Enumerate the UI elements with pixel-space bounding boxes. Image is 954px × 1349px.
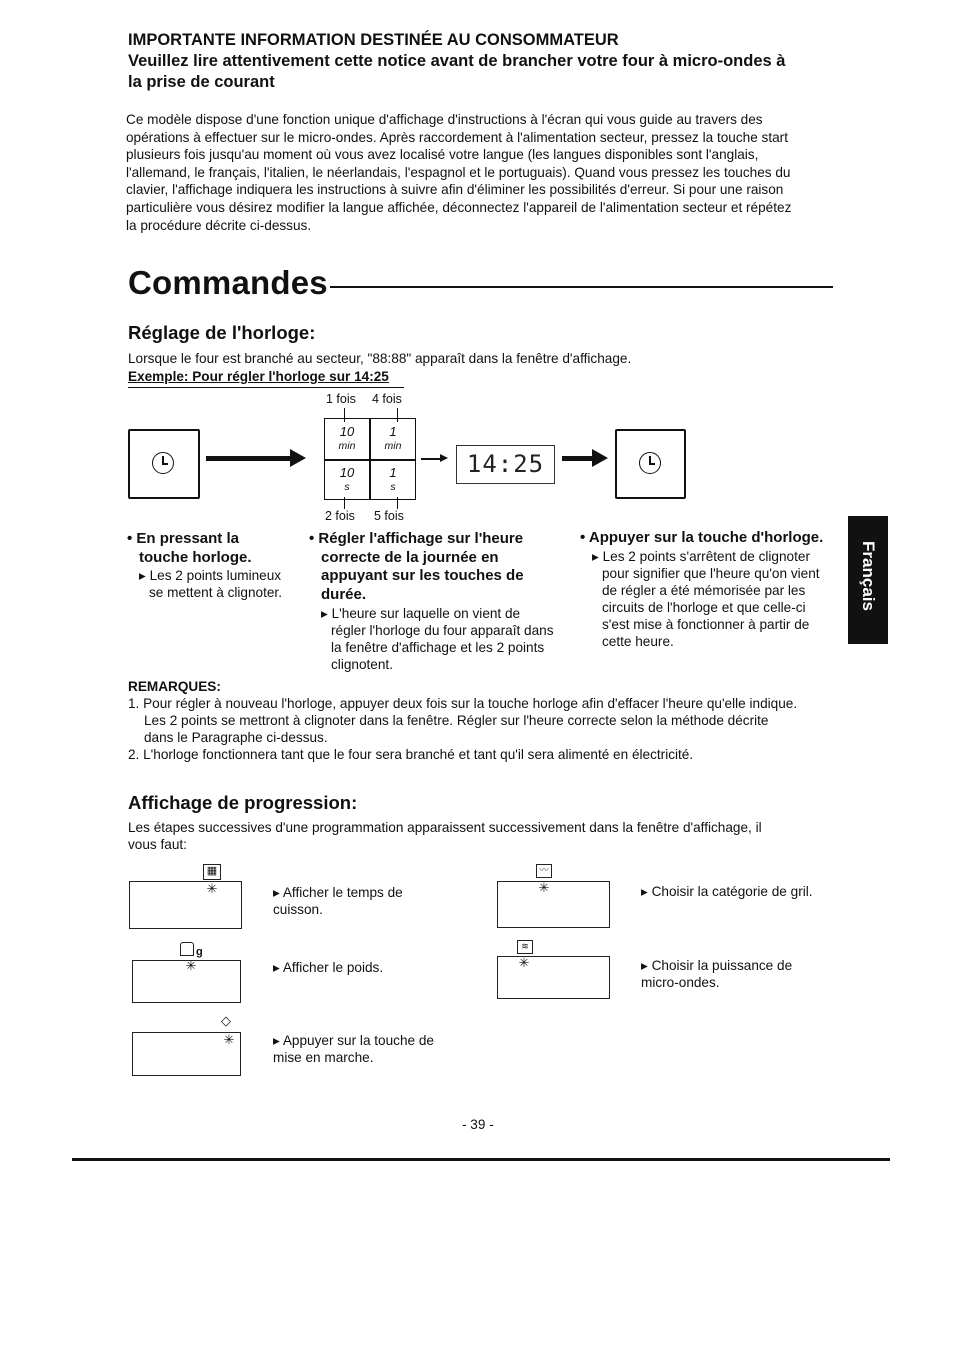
key-1-min[interactable]: 1 bbox=[389, 424, 397, 439]
remarks-title: REMARQUES: bbox=[128, 679, 221, 694]
step-2 bbox=[309, 530, 557, 673]
arrow-shaft bbox=[206, 456, 292, 461]
label-5-fois: 5 fois bbox=[374, 509, 404, 523]
section-title: Commandes bbox=[128, 264, 328, 301]
tick-line bbox=[344, 497, 345, 509]
example-underline bbox=[128, 387, 404, 388]
small-arrow-shaft bbox=[421, 458, 441, 460]
step-1 bbox=[127, 530, 292, 601]
blink-indicator-icon: ✳ bbox=[206, 881, 218, 896]
display-box bbox=[129, 881, 242, 929]
intro-line: opérations à effectuer sur le micro-ondes. Après raccordement à l'alimentation secteur, pressez la touche start bbox=[126, 129, 788, 145]
remark-line: 1. Pour régler à nouveau l'horloge, appuyer deux fois sur la touche horloge afin d'effacer l'heure qu'elle indique. bbox=[128, 696, 798, 711]
arrow-icon bbox=[592, 449, 608, 467]
label-4-fois: 4 fois bbox=[372, 392, 402, 406]
progress-heading: Affichage de progression: bbox=[128, 792, 358, 813]
intro-line: la procédure décrite ci-dessus. bbox=[126, 217, 312, 233]
title-rule bbox=[330, 286, 833, 288]
grill-icon: 〰 bbox=[536, 864, 552, 878]
language-tab-label: Français bbox=[859, 541, 878, 611]
key-10-s[interactable]: 10 bbox=[339, 465, 355, 480]
header-line-2: Veuillez lire attentivement cette notice avant de brancher votre four à micro-ondes à bbox=[128, 52, 786, 70]
blink-indicator-icon: ✳ bbox=[223, 1032, 235, 1047]
progress-item: ▸ Choisir la puissance de micro-ondes. bbox=[641, 958, 793, 990]
step-desc: ▸ Les 2 points lumineux se mettent à clignoter. bbox=[139, 568, 282, 600]
step-desc: ▸ L'heure sur laquelle on vient de régler l'horloge du four apparaît dans la fenêtre d'affichage et les 2 points clignotent. bbox=[321, 606, 554, 672]
progress-item: ▸ Appuyer sur la touche de mise en marche. bbox=[273, 1033, 434, 1065]
label-1-fois: 1 fois bbox=[326, 392, 356, 406]
language-tab bbox=[848, 516, 888, 644]
progress-text: Les étapes successives d'une programmation apparaissent successivement dans la fenêtre d'affichage, il bbox=[128, 820, 762, 835]
remark-line: dans le Paragraphe ci-dessus. bbox=[144, 730, 328, 745]
weight-icon bbox=[180, 942, 194, 956]
time-display bbox=[456, 445, 555, 484]
clock-text: Lorsque le four est branché au secteur, "88:88" apparaît dans la fenêtre d'affichage. bbox=[128, 351, 632, 366]
intro-line: plusieurs fois jusqu'au moment où vous avez localisé votre langue (les langues disponibles sont l'anglais, bbox=[126, 147, 759, 163]
progress-item: ▸ Choisir la catégorie de gril. bbox=[641, 884, 813, 899]
header-line-1: IMPORTANTE INFORMATION DESTINÉE AU CONSOMMATEUR bbox=[128, 31, 619, 49]
step-title: • En pressant la touche horloge. bbox=[127, 530, 252, 566]
blink-indicator-icon: ✳ bbox=[518, 955, 530, 970]
intro-line: l'allemand, le français, l'italien, le néerlandais, l'espagnol et le portuguais). Quand vous pressez les touches du bbox=[126, 164, 791, 180]
intro-line: particulière vous désirez modifier la langue affichée, déconnectez l'appareil de l'alimentation secteur et répétez bbox=[126, 199, 792, 215]
intro-line: Ce modèle dispose d'une fonction unique d'affichage d'instructions à l'écran qui vous guide au travers des bbox=[126, 112, 763, 127]
table-divider bbox=[325, 459, 415, 461]
clock-heading: Réglage de l'horloge: bbox=[128, 322, 316, 343]
small-arrow-icon bbox=[440, 454, 448, 462]
unit-s: s bbox=[344, 481, 350, 493]
start-diamond-icon: ◇ bbox=[221, 1013, 231, 1028]
progress-item: ▸ Afficher le poids. bbox=[273, 960, 384, 975]
progress-item: ▸ Afficher le temps de cuisson. bbox=[273, 885, 403, 917]
clock-key-box bbox=[615, 429, 686, 499]
clock-example: Exemple: Pour régler l'horloge sur 14:25 bbox=[128, 369, 389, 384]
clock-icon bbox=[152, 452, 174, 474]
unit-s: s bbox=[390, 481, 396, 493]
intro-paragraph bbox=[126, 111, 846, 234]
unit-min: min bbox=[338, 440, 356, 452]
display-value: 14:25 bbox=[466, 450, 545, 478]
footer-rule bbox=[72, 1158, 890, 1161]
arrow-shaft bbox=[562, 456, 594, 461]
step-title: • Régler l'affichage sur l'heure correcte de la journée en appuyant sur les touches de durée. bbox=[309, 530, 524, 603]
step-desc: ▸ Les 2 points s'arrêtent de clignoter pour signifier que l'heure qu'on vient de régler a été mémorisée par les circuits de l'horloge et que celle-ci s'est mise à fonctionner à partir de cette heure. bbox=[592, 548, 820, 649]
key-10-min[interactable]: 10 bbox=[339, 424, 355, 439]
clock-key-box bbox=[128, 429, 200, 499]
warning-header bbox=[128, 30, 848, 93]
progress-text: vous faut: bbox=[128, 837, 187, 852]
remark-line: 2. L'horloge fonctionnera tant que le four sera branché et tant qu'il sera alimenté en électricité. bbox=[128, 747, 694, 762]
step-title: • Appuyer sur la touche d'horloge. bbox=[580, 529, 824, 546]
step-3 bbox=[580, 529, 832, 650]
page-number: - 39 - bbox=[462, 1117, 494, 1132]
intro-line: clavier, l'affichage indiquera les instructions à suivre afin d'éliminer les possibilités d'erreur. Si pour une raison bbox=[126, 182, 784, 198]
remark-line: Les 2 points se mettront à clignoter dans la fenêtre. Régler sur l'heure correcte selon la méthode décrite bbox=[144, 713, 769, 728]
duration-keys-table bbox=[324, 418, 416, 500]
header-line-3: la prise de courant bbox=[128, 73, 275, 91]
label-2-fois: 2 fois bbox=[325, 509, 355, 523]
weight-unit: g bbox=[196, 946, 203, 958]
clock-icon bbox=[639, 452, 661, 474]
key-1-s[interactable]: 1 bbox=[389, 465, 397, 480]
timer-icon: ▦ bbox=[203, 864, 221, 880]
unit-min: min bbox=[384, 440, 402, 452]
blink-indicator-icon: ✳ bbox=[538, 880, 550, 895]
arrow-icon bbox=[290, 449, 306, 467]
blink-indicator-icon: ✳ bbox=[185, 958, 197, 973]
tick-line bbox=[397, 497, 398, 509]
microwave-icon: ≋ bbox=[517, 940, 533, 954]
